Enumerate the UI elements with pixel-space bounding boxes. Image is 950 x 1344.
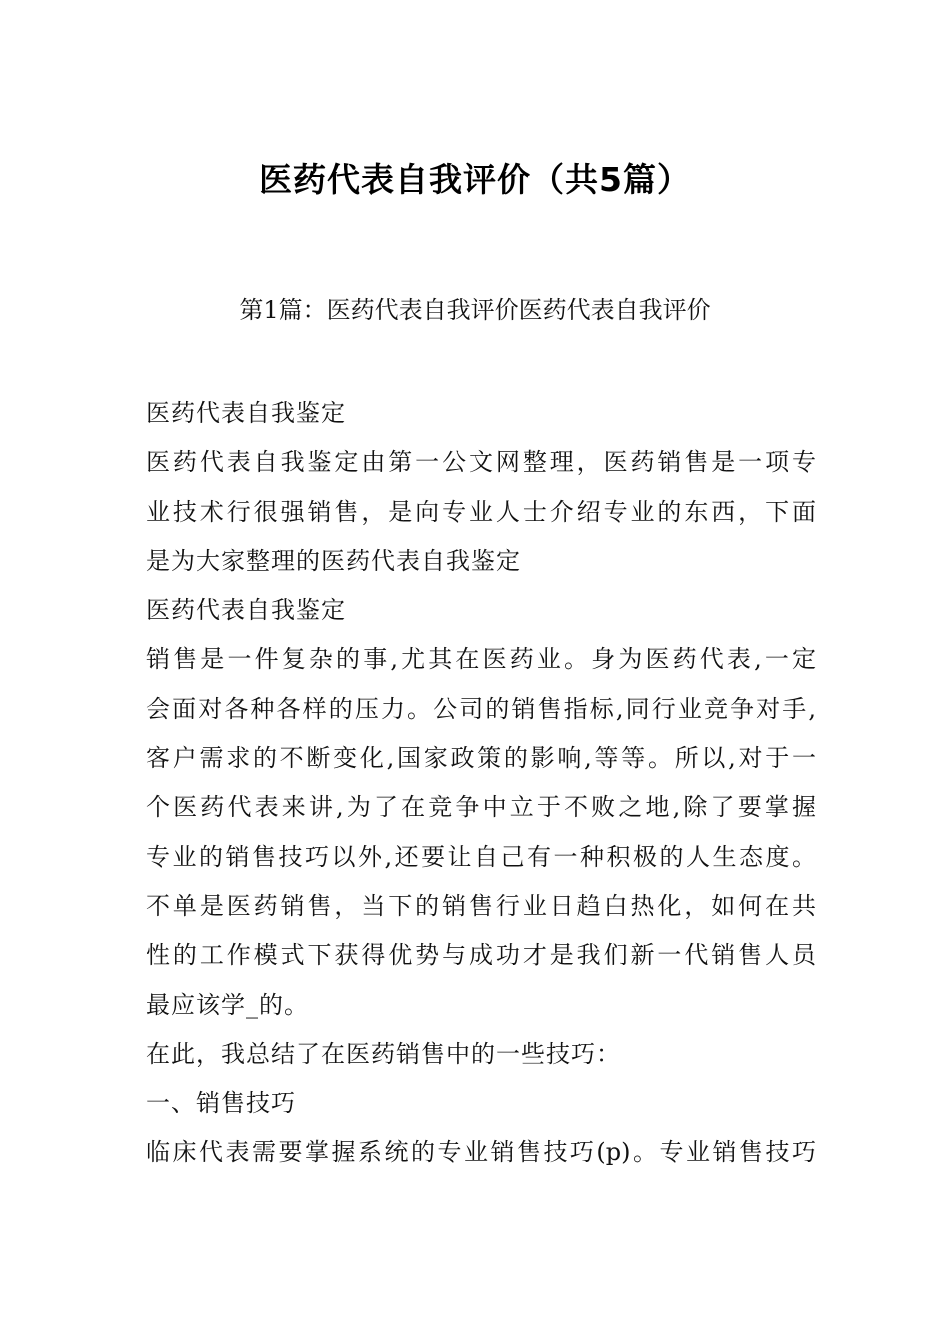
body-line: 是为大家整理的医药代表自我鉴定	[146, 546, 521, 575]
body-line: 医药代表自我鉴定由第一公文网整理，医药销售是一项专	[146, 448, 816, 477]
body-line: 会面对各种各样的压力。公司的销售指标,同行业竞争对手,	[146, 694, 816, 723]
body-line: 销售是一件复杂的事,尤其在医药业。身为医药代表,一定	[146, 645, 816, 674]
document-title: 医药代表自我评价（共5篇）	[259, 160, 691, 199]
document-body	[146, 389, 816, 1178]
body-line: 性的工作模式下获得优势与成功才是我们新一代销售人员	[146, 941, 816, 970]
section-heading: 第1篇：医药代表自我评价医药代表自我评价	[239, 296, 711, 324]
body-line: 临床代表需要掌握系统的专业销售技巧(p)。专业销售技巧	[146, 1138, 816, 1167]
body-line: 个医药代表来讲,为了在竞争中立于不败之地,除了要掌握	[146, 793, 816, 822]
body-line: 专业的销售技巧以外,还要让自己有一种积极的人生态度。	[146, 842, 816, 871]
body-line: 一、销售技巧	[146, 1089, 296, 1118]
body-line: 在此，我总结了在医药销售中的一些技巧：	[146, 1039, 621, 1068]
body-line: 客户需求的不断变化,国家政策的影响,等等。所以,对于一	[146, 744, 816, 773]
body-line: 医药代表自我鉴定	[146, 596, 346, 625]
body-line: 不单是医药销售，当下的销售行业日趋白热化，如何在共	[146, 891, 816, 920]
body-line: 最应该学_的。	[146, 990, 309, 1019]
body-line: 医药代表自我鉴定	[146, 399, 346, 427]
body-line: 业技术行很强销售，是向专业人士介绍专业的东西，下面	[146, 497, 816, 526]
